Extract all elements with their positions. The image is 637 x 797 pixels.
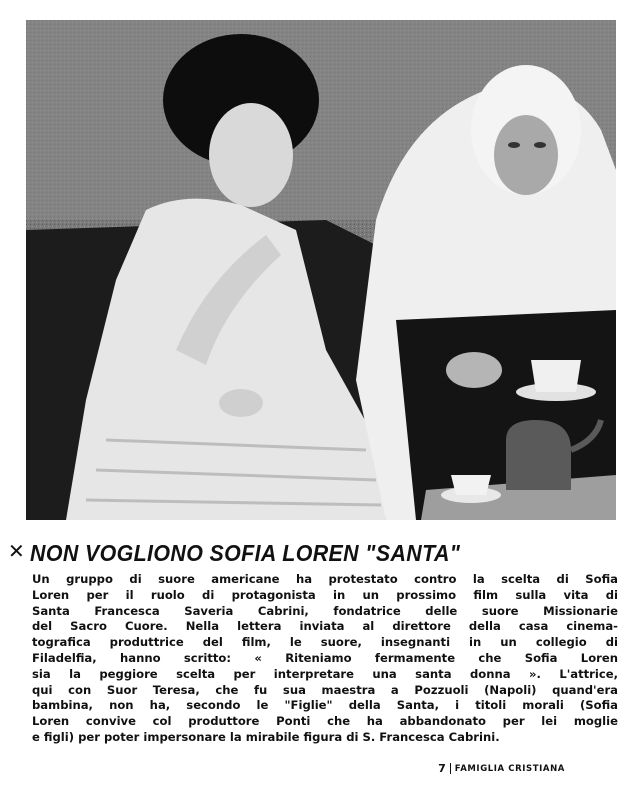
news-photo: [26, 20, 616, 520]
article-body: [32, 572, 618, 746]
article-line: tografica produttrice del film, le suore, insegnanti in un collegio di: [32, 635, 618, 650]
article-line: bambina, non ha, secondo le "Figlie" della Santa, i titoli morali (Sofia: [32, 698, 618, 713]
footer-divider: [450, 763, 451, 774]
headline: NON VOGLIONO SOFIA LOREN "SANTA": [30, 539, 461, 566]
x-mark-icon: ✕: [8, 539, 25, 563]
article-line: sia la peggiore scelta per interpretare una santa donna ». L'attrice,: [32, 666, 618, 681]
page-footer: [438, 762, 565, 775]
headline-row: [8, 537, 628, 569]
article-line: Loren per il ruolo di protagonista in un prossimo film sulla vita di: [32, 587, 618, 602]
magazine-name: FAMIGLIA CRISTIANA: [454, 763, 565, 774]
photo-illustration: [26, 20, 616, 520]
article-line: qui con Suor Teresa, che fu sua maestra a Pozzuoli (Napoli) quand'era: [32, 682, 618, 697]
article-line: Loren convive col produttore Ponti che ha abbandonato per lei moglie: [32, 714, 618, 729]
article-line: e figli) per poter impersonare la mirabile figura di S. Francesca Cabrini.: [32, 729, 500, 744]
article-line: Filadelfia, hanno scritto: « Riteniamo fermamente che Sofia Loren: [32, 650, 618, 665]
article-line: del Sacro Cuore. Nella lettera inviata al direttore della casa cinema-: [32, 619, 618, 634]
page-number: 7: [438, 762, 446, 775]
article-line: Un gruppo di suore americane ha protestato contro la scelta di Sofia: [32, 572, 618, 586]
article-line: Santa Francesca Saveria Cabrini, fondatrice delle suore Missionarie: [32, 603, 618, 618]
